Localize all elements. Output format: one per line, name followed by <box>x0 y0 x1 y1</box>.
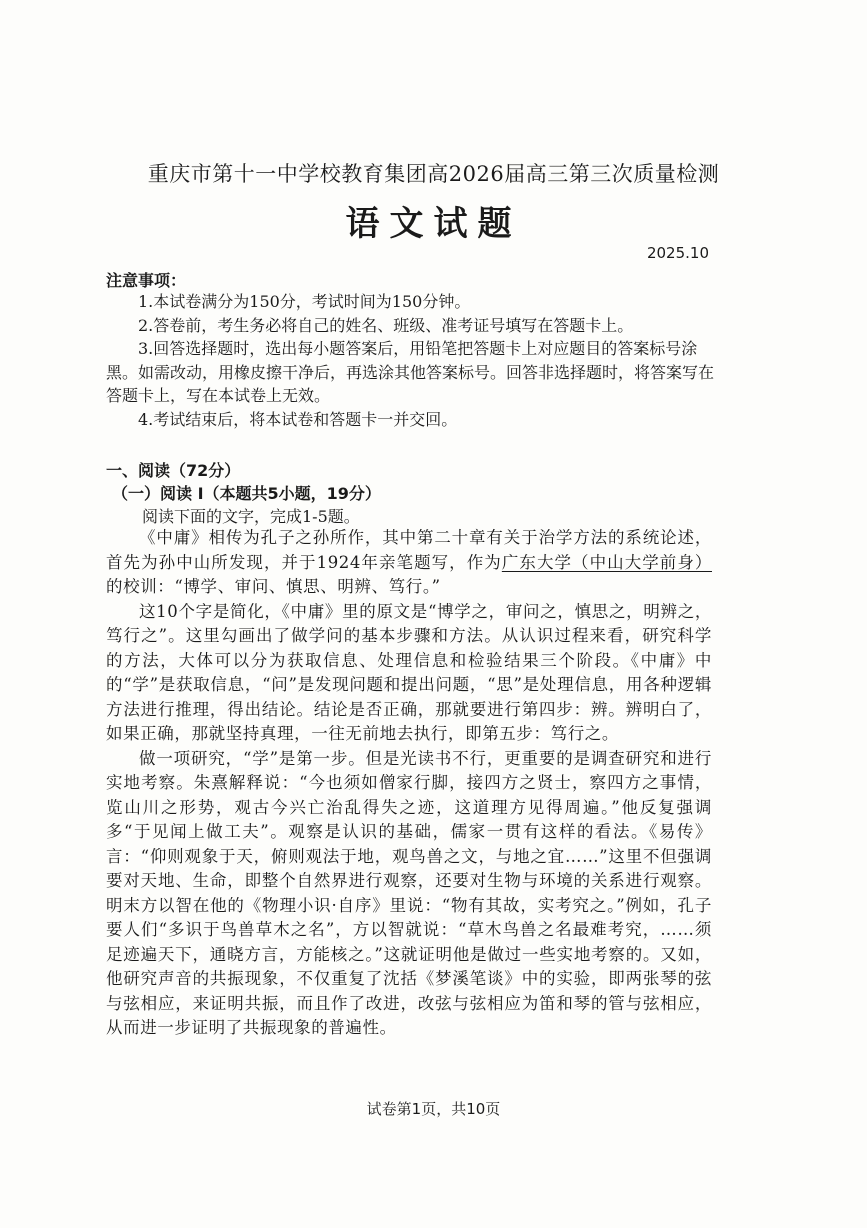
page-footer: 试卷第1页，共10页 <box>366 1100 501 1118</box>
notice-item: 1.本试卷满分为150分，考试时间为150分钟。 <box>138 292 471 311</box>
passage-text: 《中庸》相传为孔子之孙所作，其中第二十章有关于治学方法的系统论述，首先为孙中山所发现，并于1924年亲笔题写，作为 <box>106 528 712 572</box>
passage-text: 的校训：“博学、审问、慎思、明辨、笃行。” <box>106 577 441 596</box>
reading-instruction: 阅读下面的文字，完成1-5题。 <box>142 507 360 526</box>
notice-item: 4.考试结束后，将本试卷和答题卡一并交回。 <box>138 409 458 429</box>
reading-passage <box>106 526 712 1041</box>
exam-date: 2025.10 <box>646 244 709 262</box>
notice-list <box>106 290 718 431</box>
notice-item: 2.答卷前，考生务必将自己的姓名、班级、准考证号填写在答题卡上。 <box>138 315 634 335</box>
notice-title: 注意事项： <box>106 271 187 290</box>
underlined-text: 广东大学（中山大学前身） <box>501 552 712 572</box>
subsection-heading: （一）阅读 I（本题共5小题，19分） <box>112 484 381 503</box>
exam-header: 重庆市第十一中学校教育集团高2026届高三第三次质量检测 <box>147 162 720 186</box>
passage-paragraph-3: 做一项研究，“学”是第一步。但是光读书不行，更重要的是调查研究和进行实地考察。朱熹解释说：“今也须如僧家行脚，接四方之贤士，察四方之事情，览山川之形势，观古今兴亡治乱得失之迹，这道理方见得周遍。”他反复强调多“于见闻上做工夫”。观察是认识的基础，儒家一贯有这样的看法。《易传》言：“仰则观象于天，俯则观法于地，观鸟兽之文，与地之宜……”这里不但强调要对天地、生命，即整个自然界进行观察，还要对生物与环境的关系进行观察。明末方以智在他的《物理小识·自序》里说：“物有其故，实考究之。”例如，孔子要人们“多识于鸟兽草木之名”，方以智就说：“草木鸟兽之名最难考究，……须足迹遍天下，通晓方言，方能核之。”这就证明他是做过一些实地考察的。又如，他研究声音的共振现象，不仅重复了沈括《梦溪笔谈》中的实验，即两张琴的弦与弦相应，来证明共振，而且作了改进，改弦与弦相应为笛和琴的管与弦相应，从而进一步证明了共振现象的普遍性。 <box>106 748 712 1037</box>
exam-title: 语文试题 <box>345 204 522 244</box>
notice-item: 3.回答选择题时，选出每小题答案后，用铅笔把答题卡上对应题目的答案标号涂黑。如需改动，用橡皮擦干净后，再选涂其他答案标号。回答非选择题时，将答案写在答题卡上，写在本试卷上无效。 <box>106 339 715 405</box>
section-heading: 一、阅读（72分） <box>106 461 241 480</box>
passage-paragraph-2: 这10个字是简化，《中庸》里的原文是“博学之，审问之，慎思之，明辨之，笃行之”。这里勾画出了做学问的基本步骤和方法。从认识过程来看，研究科学的方法，大体可以分为获取信息、处理信息和检验结果三个阶段。《中庸》中的“学”是获取信息，“问”是发现问题和提出问题，“思”是处理信息，用各种逻辑方法进行推理，得出结论。结论是否正确，那就要进行第四步：辨。辨明白了，如果正确，那就坚持真理，一往无前地去执行，即第五步：笃行之。 <box>106 601 712 743</box>
passage-paragraph-1 <box>106 526 712 600</box>
